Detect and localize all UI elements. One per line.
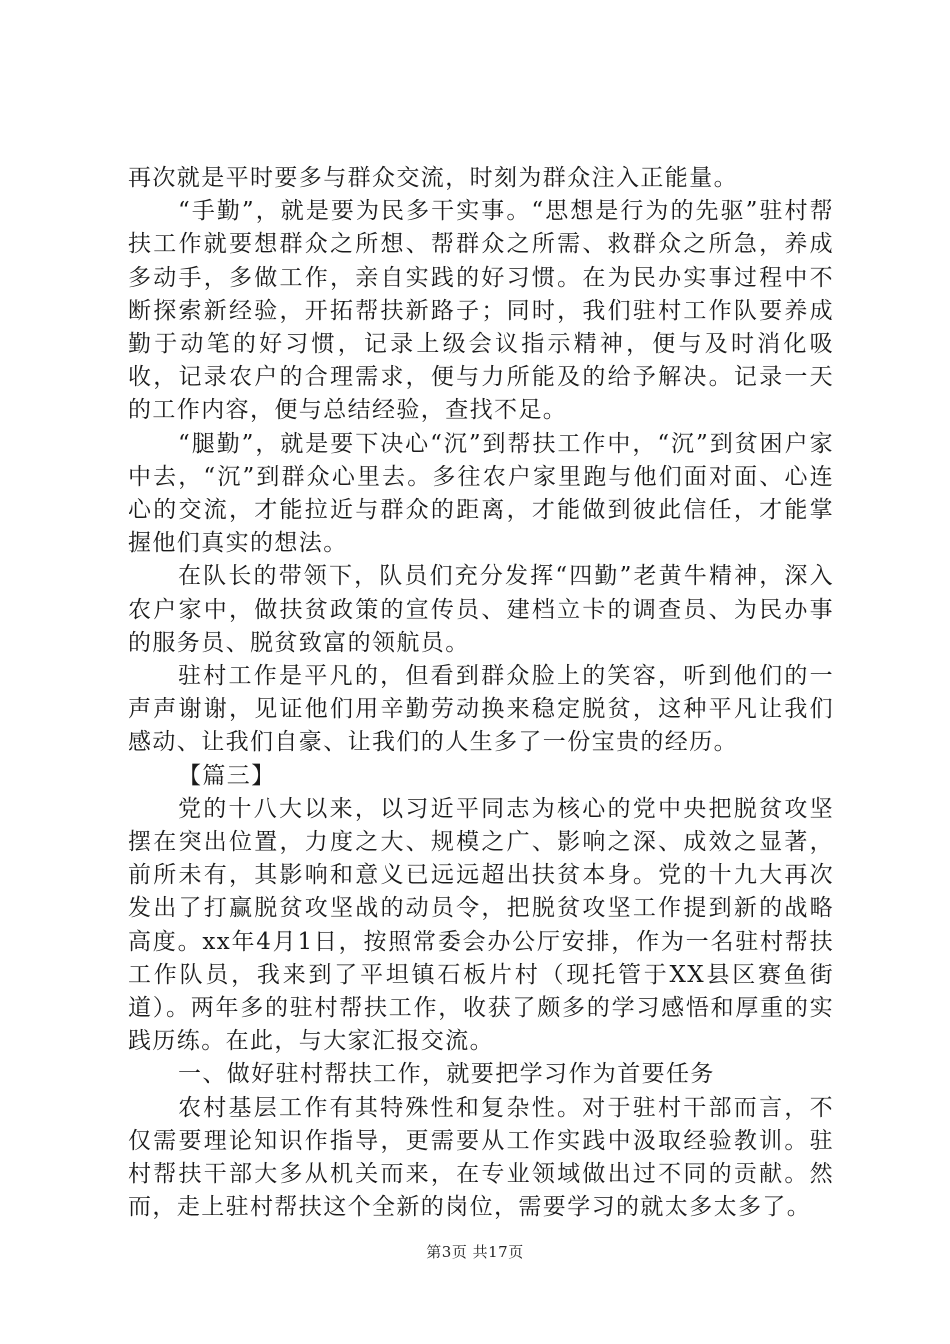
paragraph-continuation: 再次就是平时要多与群众交流，时刻为群众注入正能量。	[128, 165, 738, 191]
paragraph-leg-diligence: “腿勤”，就是要下决心“沉”到帮扶工作中，“沉”到贫困户家中去，“沉”到群众心里去。多往农户家里跑与他们面对面、心连心的交流，才能拉近与群众的距离，才能做到彼此信任，才能掌握他们真实的想法。	[128, 430, 834, 557]
document-body	[128, 162, 834, 1225]
paragraph-ordinary-work: 驻村工作是平凡的，但看到群众脸上的笑容，听到他们的一声声谢谢，见证他们用辛勤劳动换来稳定脱贫，这种平凡让我们感动、让我们自豪、让我们的人生多了一份宝贵的经历。	[128, 663, 834, 756]
paragraph-party-congress: 党的十八大以来，以习近平同志为核心的党中央把脱贫攻坚摆在突出位置，力度之大、规模之广、影响之深、成效之显著，前所未有，其影响和意义已远远超出扶贫本身。党的十九大再次发出了打赢脱贫攻坚战的动员令，把脱贫攻坚工作提到新的战略高度。xx年4月1日，按照常委会办公厅安排，作为一名驻村帮扶工作队员，我来到了平坦镇石板片村（现托管于XX县区赛鱼街道）。两年多的驻村帮扶工作，收获了颇多的学习感悟和厚重的实践历练。在此，与大家汇报交流。	[128, 795, 834, 1055]
page-footer: 第3页 共17页	[426, 1243, 524, 1261]
paragraph-team-leader: 在队长的带领下，队员们充分发挥“四勤”老黄牛精神，深入农户家中，做扶贫政策的宣传员、建档立卡的调查员、为民办事的服务员、脱贫致富的领航员。	[128, 563, 834, 656]
paragraph-hand-diligence: “手勤”，就是要为民多干实事。“思想是行为的先驱”驻村帮扶工作就要想群众之所想、帮群众之所需、救群众之所急，养成多动手，多做工作，亲自实践的好习惯。在为民办实事过程中不断探索新经验，开拓帮扶新路子；同时，我们驻村工作队要养成勤于动笔的好习惯，记录上级会议指示精神，便与及时消化吸收，记录农户的合理需求，便与力所能及的给予解决。记录一天的工作内容，便与总结经验，查找不足。	[128, 198, 834, 424]
section-heading-part-three: 【篇三】	[178, 762, 276, 789]
subheading-learning-first: 一、做好驻村帮扶工作，就要把学习作为首要任务	[178, 1061, 715, 1088]
paragraph-rural-work: 农村基层工作有其特殊性和复杂性。对于驻村干部而言，不仅需要理论知识作指导，更需要从工作实践中汲取经验教训。驻村帮扶干部大多从机关而来，在专业领域做出过不同的贡献。然而，走上驻村帮扶这个全新的岗位，需要学习的就太多太多了。	[128, 1094, 834, 1221]
